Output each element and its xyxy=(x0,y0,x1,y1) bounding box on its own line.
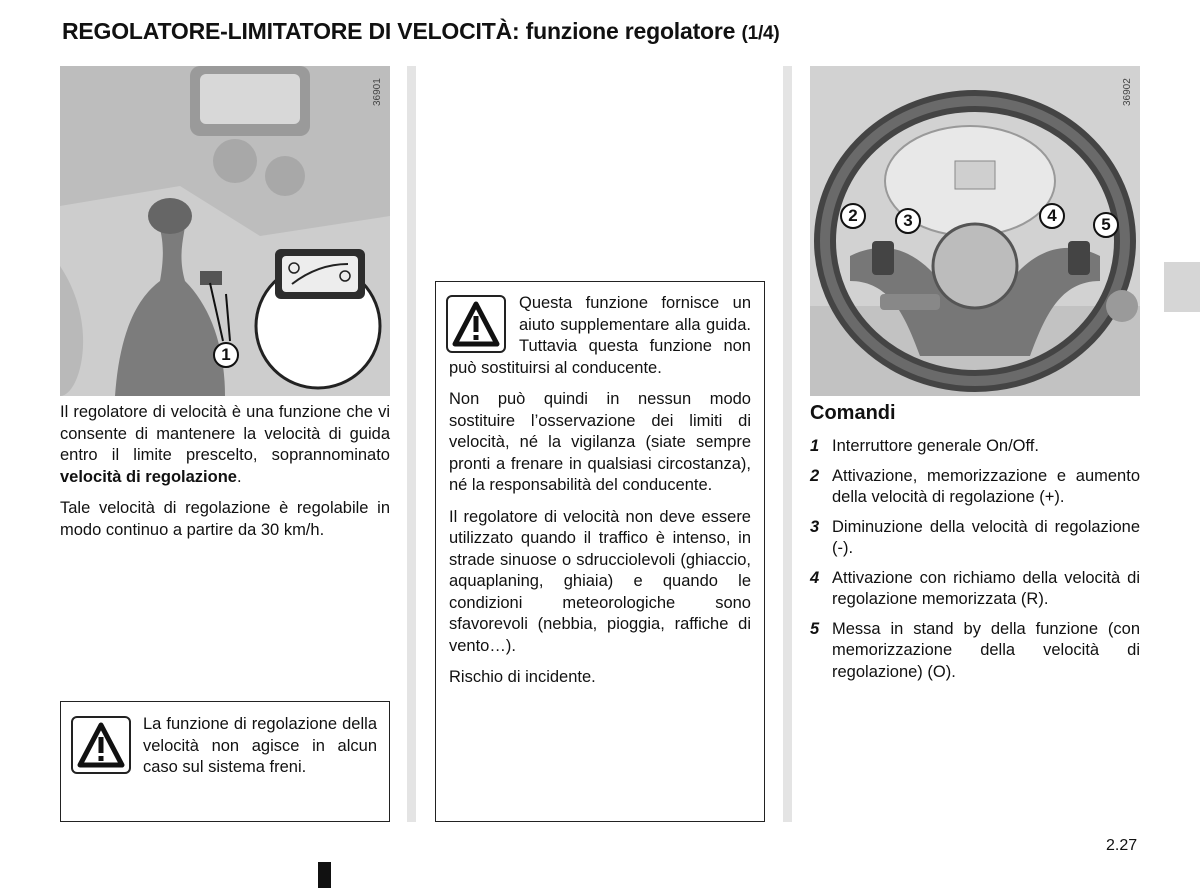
brake-warning-text: La funzione di regolazione della velocità non agisce in alcun caso sul sistema freni. xyxy=(143,715,377,776)
callout-2: 2 xyxy=(840,203,866,229)
steering-wheel-illustration xyxy=(810,66,1140,396)
list-item: 5 Messa in stand by della funzione (con memorizzazione della velocità di regolazione) (O). xyxy=(810,619,1140,681)
column-rule-left xyxy=(407,66,416,822)
intro-paragraph-1: Il regolatore di velocità è una funzione che vi consente di mantenere la velocità di guida entro il limite prescelto, soprannominato velocità di regolazione. xyxy=(60,403,390,486)
image-code: 36902 xyxy=(1122,78,1133,106)
list-item: 4 Attivazione con richiamo della velocità di regolazione memorizzata (R). xyxy=(810,568,1140,608)
callout-5: 5 xyxy=(1093,212,1119,238)
controls-list xyxy=(810,436,1140,691)
list-item: 2 Attivazione, memorizzazione e aumento della velocità di regolazione (+). xyxy=(810,466,1140,506)
callout-4: 4 xyxy=(1039,203,1065,229)
steering-wheel-image xyxy=(810,66,1140,396)
page-title-suffix: (1/4) xyxy=(741,23,780,44)
intro-paragraph-2: Tale velocità di regolazione è regolabile in modo continuo a partire da 30 km/h. xyxy=(60,499,390,539)
icon-spacer xyxy=(449,293,519,357)
controls-heading: Comandi xyxy=(810,402,896,424)
page-title xyxy=(62,18,780,45)
safety-warning-paragraph-4: Rischio di incidente. xyxy=(449,668,596,686)
safety-warning-intro: Questa funzione fornisce un aiuto supplementare alla guida. Tuttavia questa funzione non può sostituirsi al conducente. xyxy=(449,294,751,377)
safety-warning-box xyxy=(435,281,765,822)
safety-warning-paragraph-3: Il regolatore di velocità non deve essere utilizzato quando il traffico è intenso, in strade sinuose o sdrucciolevoli (ghiaccio, aquaplaning, ghiaia) e quando le condizioni meteorologiche sono sfavorevoli (nebbia, pioggia, raffiche di vento…). xyxy=(449,507,751,655)
brake-warning-box xyxy=(60,701,390,822)
column-rule-right xyxy=(783,66,792,822)
warning-triangle-icon xyxy=(71,716,131,774)
section-thumb-tab xyxy=(1164,262,1200,312)
intro-text xyxy=(60,402,390,551)
list-item: 3 Diminuzione della velocità di regolazione (-). xyxy=(810,517,1140,557)
safety-warning-text xyxy=(449,293,751,699)
safety-warning-paragraph-2: Non può quindi in nessun modo sostituire l’osservazione dei limiti di velocità, né la vigilanza (siate sempre pronti a frenare in qualsiasi circostanza), né la responsabilità del conducente. xyxy=(449,390,751,494)
callout-3: 3 xyxy=(895,208,921,234)
list-item: 1 Interruttore generale On/Off. xyxy=(810,437,1039,455)
page-number: 2.27 xyxy=(1106,837,1138,854)
gear-console-image xyxy=(60,66,390,396)
callout-1: 1 xyxy=(213,342,239,368)
image-code: 36901 xyxy=(372,78,383,106)
bottom-marker xyxy=(318,862,331,888)
page-title-main: REGOLATORE-LIMITATORE DI VELOCITÀ: funzione regolatore xyxy=(62,18,736,44)
